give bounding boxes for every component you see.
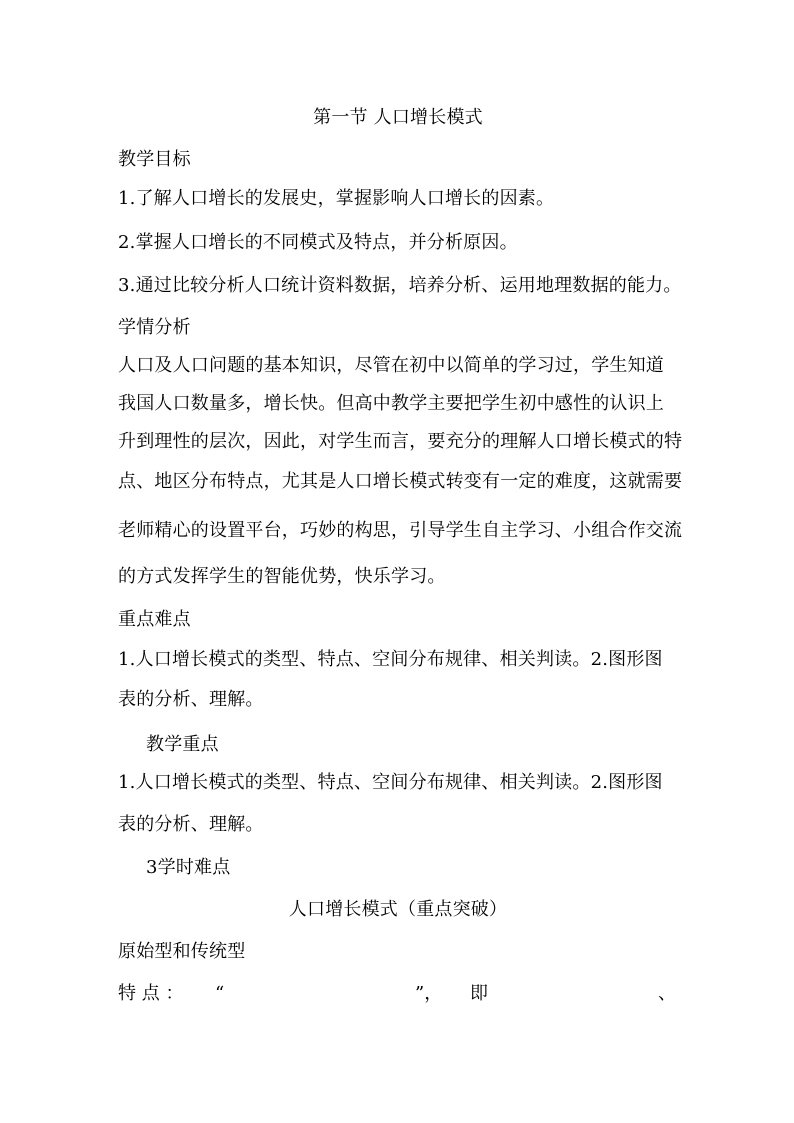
- objective-item: 2.掌握人口增长的不同模式及特点，并分析原因。: [118, 232, 518, 253]
- paragraph-line: 我国人口数量多，增长快。但高中教学主要把学生初中感性的认识上: [118, 393, 664, 414]
- feature-label: 特 点 ：: [118, 983, 184, 1004]
- subsection-heading: 原始型和传统型: [118, 941, 246, 962]
- objective-item: 3.通过比较分析人口统计资料数据，培养分析、运用地理数据的能力。: [118, 275, 682, 296]
- paragraph-line: 人口及人口问题的基本知识，尽管在初中以简单的学习过，学生知道: [118, 355, 664, 376]
- document-title: 第一节 人口增长模式: [313, 107, 483, 128]
- paragraph-line: 老师精心的设置平台，巧妙的构思，引导学生自主学习、小组合作交流: [118, 520, 683, 541]
- section-heading-student-analysis: 学情分析: [118, 317, 191, 338]
- key-difficulties-line: 1.人口增长模式的类型、特点、空间分布规律、相关判读。2.图形图: [118, 649, 663, 670]
- close-quote: ”，: [415, 983, 443, 1004]
- paragraph-line: 的方式发挥学生的智能优势，快乐学习。: [118, 566, 446, 587]
- section-heading-objectives: 教学目标: [118, 149, 191, 170]
- paragraph-line: 点、地区分布特点，尤其是人口增长模式转变有一定的难度，这就需要: [118, 471, 683, 492]
- objective-item: 1.了解人口增长的发展史，掌握影响人口增长的因素。: [118, 188, 555, 209]
- end-mark: 、: [658, 983, 676, 1004]
- key-difficulties-line: 表的分析、理解。: [118, 689, 264, 710]
- teaching-focus-line: 表的分析、理解。: [118, 814, 264, 835]
- ji-character: 即: [470, 983, 488, 1004]
- section-heading-lesson-difficulty: 3学时难点: [146, 857, 231, 878]
- section-heading-key-difficulties: 重点难点: [118, 609, 191, 630]
- paragraph-line: 升到理性的层次，因此，对学生而言，要充分的理解人口增长模式的特: [118, 431, 683, 452]
- teaching-focus-line: 1.人口增长模式的类型、特点、空间分布规律、相关判读。2.图形图: [118, 772, 663, 793]
- feature-line: [118, 982, 678, 1006]
- section-heading-teaching-focus: 教学重点: [146, 734, 219, 755]
- open-quote: “: [215, 983, 225, 1004]
- document-subtitle: 人口增长模式（重点突破）: [288, 899, 508, 920]
